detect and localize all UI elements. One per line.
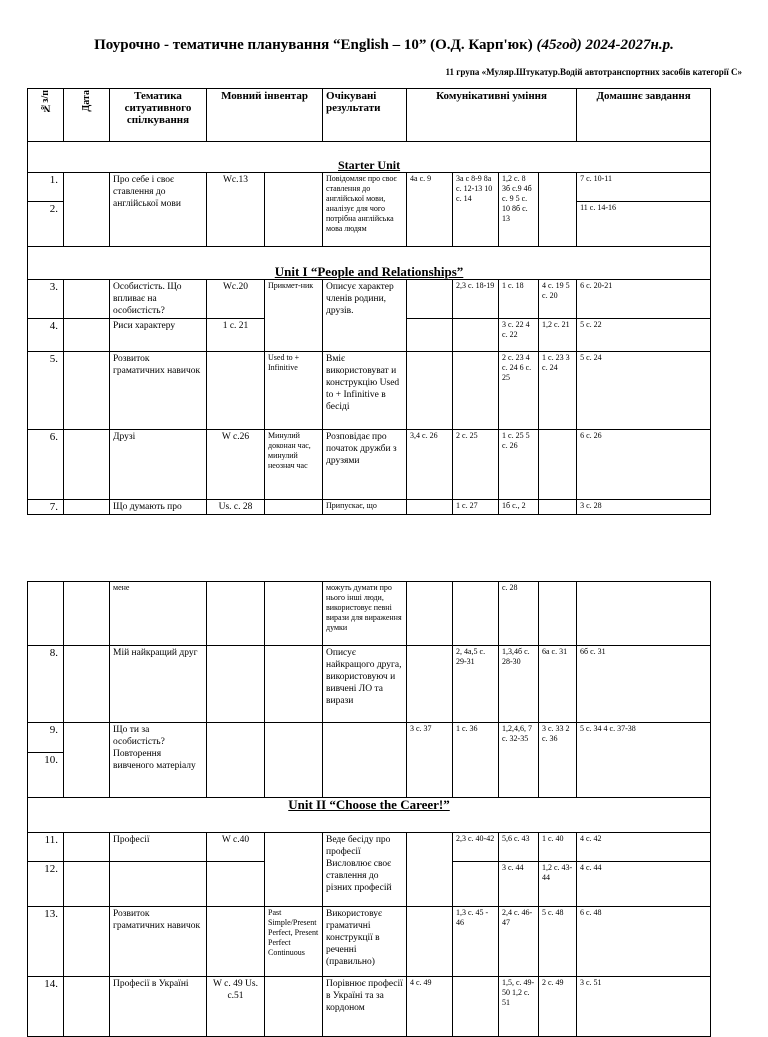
results-cell: Припускає, що	[323, 500, 407, 515]
group-subtitle: 11 група «Муляр.Штукатур.Водій автотранспортних засобів категорії С»	[445, 67, 742, 77]
row-number	[28, 582, 64, 646]
comm-cell: 1,5, с. 49-50 1,2 с. 51	[499, 977, 539, 1037]
col-date-header: Дата	[64, 89, 110, 142]
results-cell: Описує найкращого друга, використовуюч и вивчені ЛО та вирази	[323, 646, 407, 723]
col-num-header: №з/п	[28, 89, 64, 142]
topic-cell: Що ти за особистість? Повторення вивченого матеріалу	[110, 723, 207, 798]
topic-cell: Професії	[110, 833, 207, 862]
date-cell	[64, 280, 110, 319]
homework-cell: 5 с. 24	[577, 352, 711, 430]
comm-cell: 2 с. 23 4 с. 24 6 с. 25	[499, 352, 539, 430]
lang-cell: W с. 49 Us. с.51	[207, 977, 265, 1037]
table-row	[28, 977, 711, 1037]
comm-cell: 4 с. 49	[407, 977, 453, 1037]
row-number: 6.	[28, 430, 64, 500]
homework-cell: 11 с. 14-16	[577, 202, 711, 247]
comm-cell: 3 с. 22 4 с. 22	[499, 319, 539, 352]
homework-cell: 5 с. 22	[577, 319, 711, 352]
lang-cell	[207, 582, 265, 646]
comm-cell	[407, 280, 453, 319]
vocab-cell	[265, 582, 323, 646]
topic-cell: Мій найкращий друг	[110, 646, 207, 723]
homework-cell: 4 с. 44	[577, 862, 711, 907]
lesson-plan-table-page1	[27, 88, 711, 515]
col-topic-header: Тематика ситуативного спілкування	[110, 89, 207, 142]
vocab-cell: Прикмет-ник	[265, 280, 323, 352]
table-row	[28, 352, 711, 430]
unit-row-2	[28, 798, 711, 833]
comm-cell: 1 с. 25 5 с. 26	[499, 430, 539, 500]
vocab-cell: Used to + Infinitive	[265, 352, 323, 430]
row-number: 3.	[28, 280, 64, 319]
unit-title: Unit I “People and Relationships”	[28, 247, 711, 280]
results-cell	[323, 723, 407, 798]
comm-cell: 1,2 с. 8 3б с.9 4б с. 9 5 с. 10 8б с. 13	[499, 173, 539, 247]
row-number: 13.	[28, 907, 64, 977]
comm-cell	[407, 833, 453, 907]
topic-cell: мене	[110, 582, 207, 646]
comm-cell: 1,3,4б с. 28-30	[499, 646, 539, 723]
comm-cell: 2,4 с. 46-47	[499, 907, 539, 977]
vocab-cell: Past Simple/Present Perfect, Present Perfect Continuous	[265, 907, 323, 977]
results-cell: Розповідає про початок дружби з друзями	[323, 430, 407, 500]
results-cell: Повідомляє про своє ставлення до англійської мови, аналізує для чого потрібна англійська мова людям	[323, 173, 407, 247]
col-comm-header: Комунікативні уміння	[407, 89, 577, 142]
row-number: 5.	[28, 352, 64, 430]
table-row	[28, 907, 711, 977]
comm-cell	[407, 646, 453, 723]
row-number: 8.	[28, 646, 64, 723]
date-cell	[64, 723, 110, 798]
results-cell: Вміє використовуват и конструкцію Used to + Infinitive в бесіді	[323, 352, 407, 430]
topic-cell: Про себе і своє ставлення до англійської мови	[110, 173, 207, 247]
table-row	[28, 500, 711, 515]
lang-cell	[207, 907, 265, 977]
homework-cell: 6 с. 26	[577, 430, 711, 500]
results-cell: Описує характер членів родини, друзів.	[323, 280, 407, 352]
comm-cell: 1,3 с. 45 - 46	[453, 907, 499, 977]
comm-cell	[407, 352, 453, 430]
unit-title: Unit II “Choose the Career!”	[28, 798, 711, 833]
table-row	[28, 723, 711, 753]
comm-cell	[407, 500, 453, 515]
unit-row-1	[28, 247, 711, 280]
comm-cell	[407, 582, 453, 646]
row-number: 4.	[28, 319, 64, 352]
comm-cell: 1 с. 18	[499, 280, 539, 319]
comm-cell: 3 с. 44	[499, 862, 539, 907]
topic-cell: Розвиток граматичних навичок	[110, 352, 207, 430]
lesson-plan-table-page2	[27, 581, 711, 1037]
homework-cell: 3 с. 28	[577, 500, 711, 515]
date-cell	[64, 430, 110, 500]
homework-cell: 6 с. 48	[577, 907, 711, 977]
date-cell	[64, 582, 110, 646]
table-row	[28, 430, 711, 500]
row-number: 14.	[28, 977, 64, 1037]
table-row	[28, 582, 711, 646]
topic-cell	[110, 862, 207, 907]
homework-cell: 4 с. 42	[577, 833, 711, 862]
topic-cell: Розвиток граматичних навичок	[110, 907, 207, 977]
row-number: 12.	[28, 862, 64, 907]
lang-cell: W с.40	[207, 833, 265, 862]
comm-cell: 3 с. 37	[407, 723, 453, 798]
comm-cell: 3а с 8-9 8а с. 12-13 10 с. 14	[453, 173, 499, 247]
title-years: (45год) 2024-2027н.р.	[536, 37, 674, 53]
page-title	[0, 37, 768, 54]
homework-cell: 5 с. 34 4 с. 37-38	[577, 723, 711, 798]
comm-cell: 1 с. 40	[539, 833, 577, 862]
lang-cell	[207, 646, 265, 723]
table-row	[28, 833, 711, 862]
lang-cell: Wc.20	[207, 280, 265, 319]
row-number: 11.	[28, 833, 64, 862]
homework-cell: 6 с. 20-21	[577, 280, 711, 319]
comm-cell: 5 с. 48	[539, 907, 577, 977]
row-number: 10.	[28, 753, 64, 798]
comm-cell: 2, 4а,5 с. 29-31	[453, 646, 499, 723]
comm-cell	[453, 352, 499, 430]
date-cell	[64, 173, 110, 247]
results-cell: Веде бесіду про професії Висловлює своє ставлення до різних професій	[323, 833, 407, 907]
row-number: 7.	[28, 500, 64, 515]
lang-cell: Wc.13	[207, 173, 265, 247]
comm-cell: с. 28	[499, 582, 539, 646]
comm-cell: 1 с. 23 3 с. 24	[539, 352, 577, 430]
lang-cell: W с.26	[207, 430, 265, 500]
date-cell	[64, 862, 110, 907]
date-cell	[64, 352, 110, 430]
comm-cell: 2 с. 25	[453, 430, 499, 500]
homework-cell	[577, 582, 711, 646]
comm-cell: 2 с. 49	[539, 977, 577, 1037]
comm-cell	[539, 173, 577, 247]
comm-cell	[539, 582, 577, 646]
table-row	[28, 173, 711, 202]
table-row	[28, 280, 711, 319]
col-lang-header: Мовний інвентар	[207, 89, 323, 142]
comm-cell	[453, 582, 499, 646]
date-cell	[64, 977, 110, 1037]
col-homework-header: Домашнє завдання	[577, 89, 711, 142]
header-row	[28, 89, 711, 142]
results-cell: можуть думати про нього інші люди, використовує певні вирази для вираження думки	[323, 582, 407, 646]
date-cell	[64, 319, 110, 352]
comm-cell: 1 с. 36	[453, 723, 499, 798]
comm-cell	[453, 319, 499, 352]
unit-row-starter	[28, 142, 711, 173]
vocab-cell	[265, 723, 323, 798]
comm-cell: 1,2 с. 43-44	[539, 862, 577, 907]
comm-cell: 2,3 с. 40-42	[453, 833, 499, 862]
comm-cell: 2,3 с. 18-19	[453, 280, 499, 319]
vocab-cell	[265, 833, 323, 907]
comm-cell	[453, 862, 499, 907]
date-cell	[64, 907, 110, 977]
lang-cell: 1 с. 21	[207, 319, 265, 352]
vocab-cell	[265, 977, 323, 1037]
date-cell	[64, 833, 110, 862]
row-number: 2.	[28, 202, 64, 247]
col-results-header: Очікувані результати	[323, 89, 407, 142]
comm-cell: 3,4 с. 26	[407, 430, 453, 500]
homework-cell: 7 с. 10-11	[577, 173, 711, 202]
row-number: 9.	[28, 723, 64, 753]
comm-cell: 1,2,4,6, 7 с. 32-35	[499, 723, 539, 798]
comm-cell: 4а с. 9	[407, 173, 453, 247]
lang-cell	[207, 352, 265, 430]
lang-cell: Us. с. 28	[207, 500, 265, 515]
date-cell	[64, 500, 110, 515]
results-cell: Використовує граматичні конструкції в реченні (правильно)	[323, 907, 407, 977]
row-number: 1.	[28, 173, 64, 202]
vocab-cell	[265, 500, 323, 515]
topic-cell: Особистість. Що впливає на особистість?	[110, 280, 207, 319]
unit-title: Starter Unit	[28, 142, 711, 173]
comm-cell	[539, 430, 577, 500]
comm-cell: 1 с. 27	[453, 500, 499, 515]
comm-cell: 1,2 с. 21	[539, 319, 577, 352]
comm-cell	[453, 977, 499, 1037]
date-cell	[64, 646, 110, 723]
title-main: Поурочно - тематичне планування “English – 10” (О.Д. Карп'юк)	[94, 37, 533, 53]
lang-cell	[207, 723, 265, 798]
table-row	[28, 646, 711, 723]
vocab-cell	[265, 646, 323, 723]
comm-cell	[407, 319, 453, 352]
comm-cell: 5,6 с. 43	[499, 833, 539, 862]
homework-cell: 6б с. 31	[577, 646, 711, 723]
comm-cell: 6а с. 31	[539, 646, 577, 723]
homework-cell: 3 с. 51	[577, 977, 711, 1037]
lang-cell	[207, 862, 265, 907]
topic-cell: Професії в Україні	[110, 977, 207, 1037]
comm-cell	[539, 500, 577, 515]
results-cell: Порівнює професії в Україні та за кордоном	[323, 977, 407, 1037]
comm-cell	[407, 907, 453, 977]
topic-cell: Що думають про	[110, 500, 207, 515]
topic-cell: Друзі	[110, 430, 207, 500]
vocab-cell	[265, 173, 323, 247]
comm-cell: 4 с. 19 5 с. 20	[539, 280, 577, 319]
vocab-cell: Минулий доконан час, минулий неознач час	[265, 430, 323, 500]
comm-cell: 1б с., 2	[499, 500, 539, 515]
topic-cell: Риси характеру	[110, 319, 207, 352]
comm-cell: 3 с. 33 2 с. 36	[539, 723, 577, 798]
